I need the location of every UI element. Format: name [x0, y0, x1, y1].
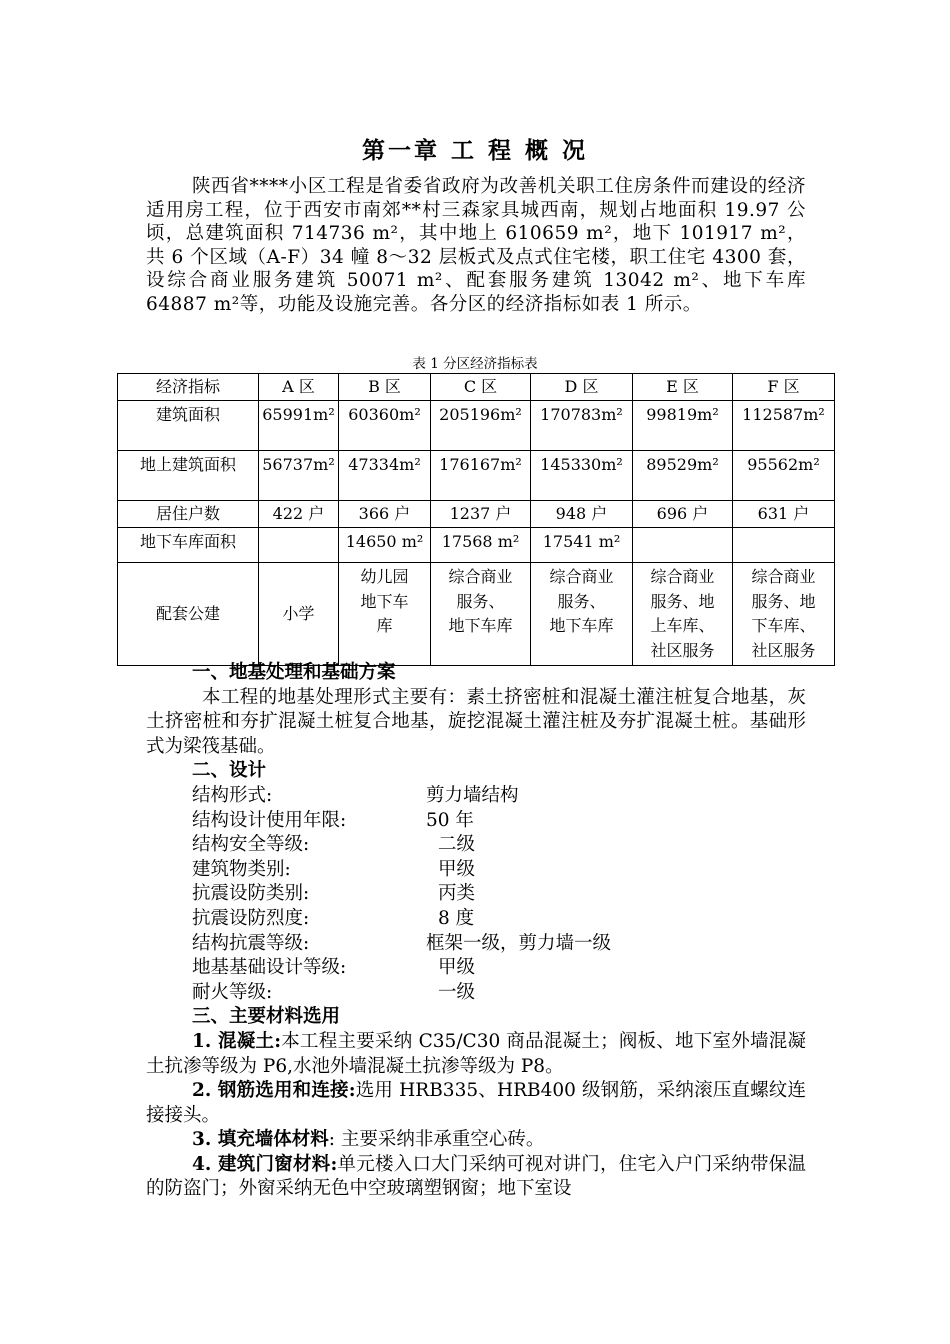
- table-row: [118, 501, 835, 528]
- section-heading: 三、主要材料选用: [192, 1006, 341, 1028]
- table-cell: 112587m²: [733, 401, 835, 451]
- spec-key: 结构形式:: [192, 784, 273, 806]
- spec-value: 8 度: [438, 907, 475, 929]
- spec-value: 丙类: [438, 883, 476, 905]
- spec-row: [146, 981, 806, 1006]
- section-heading: 一、地基处理和基础方案: [192, 662, 396, 683]
- table-cell: 99819m²: [633, 401, 733, 451]
- table-cell: 14650 m²: [339, 528, 431, 563]
- table-row: [118, 401, 835, 451]
- material-text: 单元楼入口大门采纳可视对讲门，住宅入户门采纳带保温的防盗门；外窗采纳无色中空玻璃塑钢窗；地下室设: [146, 1153, 806, 1200]
- table-header-cell: E 区: [633, 374, 733, 401]
- spec-row: [146, 932, 806, 957]
- table-cell: 60360m²: [339, 401, 431, 451]
- table-cell: [259, 528, 339, 563]
- material-label: 3. 填充墙体材料: [192, 1129, 329, 1151]
- material-text: 选用 HRB335、HRB400 级钢筋，采纳滚压直螺纹连接接头。: [146, 1080, 806, 1126]
- material-label: 4. 建筑门窗材料:: [192, 1153, 338, 1175]
- spec-key: 地基基础设计等级:: [192, 957, 347, 979]
- material-item: [146, 1153, 806, 1202]
- table-caption: 表 1 分区经济指标表: [412, 356, 538, 372]
- spec-key: 建筑物类别:: [192, 858, 291, 880]
- chapter-title: 第一章 工 程 概 况: [361, 137, 589, 164]
- spec-value: 50 年: [426, 809, 474, 831]
- table-header-cell: C 区: [431, 374, 531, 401]
- table-cell: 366 户: [339, 501, 431, 528]
- table-cell: 65991m²: [259, 401, 339, 451]
- spec-value: 框架一级，剪力墙一级: [426, 932, 612, 954]
- material-text: 本工程主要采纳 C35/C30 商品混凝土；阀板、地下室外墙混凝土抗渗等级为 P6,水池外墙混凝土抗渗等级为 P8。: [146, 1030, 806, 1077]
- table-header-cell: 经济指标: [118, 374, 259, 401]
- table-cell: 地下车库面积: [118, 528, 259, 563]
- table-cell: 696 户: [633, 501, 733, 528]
- table-row: [118, 563, 835, 666]
- table-row: [118, 528, 835, 563]
- table-header-cell: F 区: [733, 374, 835, 401]
- table-cell: 综合商业 服务、 地下车库: [531, 563, 633, 666]
- body-content: [146, 661, 806, 1202]
- table-cell: 89529m²: [633, 451, 733, 501]
- spec-key: 耐火等级:: [192, 981, 273, 1003]
- spec-row: [146, 784, 806, 809]
- economic-indicator-table: [117, 373, 835, 666]
- table-cell: 17568 m²: [431, 528, 531, 563]
- table-cell: 47334m²: [339, 451, 431, 501]
- spec-row: [146, 956, 806, 981]
- table-cell: 422 户: [259, 501, 339, 528]
- spec-key: 结构安全等级:: [192, 834, 310, 856]
- spec-value: 一级: [438, 981, 476, 1003]
- table-cell: 配套公建: [118, 563, 259, 666]
- table-cell: 1237 户: [431, 501, 531, 528]
- spec-key: 抗震设防类别:: [192, 883, 310, 905]
- table-cell: 145330m²: [531, 451, 633, 501]
- table-cell: 综合商业 服务、 地下车库: [431, 563, 531, 666]
- table-cell: 居住户数: [118, 501, 259, 528]
- table-cell: 56737m²: [259, 451, 339, 501]
- table-cell: 176167m²: [431, 451, 531, 501]
- table-header-cell: B 区: [339, 374, 431, 401]
- table-cell: [633, 528, 733, 563]
- spec-row: [146, 907, 806, 932]
- table-cell: 建筑面积: [118, 401, 259, 451]
- table-cell: 综合商业 服务、地 下车库、 社区服务: [733, 563, 835, 666]
- table-cell: 综合商业 服务、地 上车库、 社区服务: [633, 563, 733, 666]
- material-label: 1. 混凝土:: [192, 1030, 282, 1052]
- table-cell: 地上建筑面积: [118, 451, 259, 501]
- material-item: [146, 1128, 806, 1153]
- spec-value: 剪力墙结构: [426, 784, 519, 806]
- spec-row: [146, 882, 806, 907]
- table-header-cell: D 区: [531, 374, 633, 401]
- table-cell: 幼儿园 地下车 库: [339, 563, 431, 666]
- table-cell: 948 户: [531, 501, 633, 528]
- spec-row: [146, 833, 806, 858]
- spec-value: 甲级: [438, 957, 476, 979]
- spec-key: 结构设计使用年限:: [192, 809, 347, 831]
- table-cell: 205196m²: [431, 401, 531, 451]
- table-row: [118, 451, 835, 501]
- spec-value: 甲级: [438, 858, 476, 880]
- table-cell: 95562m²: [733, 451, 835, 501]
- table-header-row: [118, 374, 835, 401]
- table-cell: 631 户: [733, 501, 835, 528]
- material-item: [146, 1079, 806, 1128]
- material-text: : 主要采纳非承重空心砖。: [328, 1129, 545, 1151]
- spec-row: [146, 858, 806, 883]
- material-item: [146, 1030, 806, 1079]
- spec-key: 抗震设防烈度:: [192, 907, 310, 929]
- section-heading: 二、设计: [192, 760, 267, 782]
- material-label: 2. 钢筋选用和连接:: [192, 1080, 356, 1102]
- intro-paragraph: 陕西省****小区工程是省委省政府为改善机关职工住房条件而建设的经济适用房工程，位于西安市南郊**村三森家具城西南，规划占地面积 19.97 公顷，总建筑面积 714736 m²，其中地上 610659 m²，地下 101917 m²，共 6 个区域（A-F）34 幢 8～32 层板式及点式住宅楼，职工住宅 4300 套，设综合商业服务建筑 50071 m²、配套服务建筑 13042 m²、地下车库 64887 m²等，功能及设施完善。各分区的经济指标如表 1 所示。: [146, 176, 806, 315]
- table-cell: 小学: [259, 563, 339, 666]
- section-paragraph: 本工程的地基处理形式主要有：素土挤密桩和混凝土灌注桩复合地基，灰土挤密桩和夯扩混凝土桩复合地基，旋挖混凝土灌注桩及夯扩混凝土桩。基础形式为梁筏基础。: [146, 686, 806, 757]
- table-cell: 17541 m²: [531, 528, 633, 563]
- spec-key: 结构抗震等级:: [192, 932, 310, 954]
- table-cell: 170783m²: [531, 401, 633, 451]
- spec-value: 二级: [438, 834, 476, 856]
- spec-row: [146, 809, 806, 834]
- table-cell: [733, 528, 835, 563]
- table-header-cell: A 区: [259, 374, 339, 401]
